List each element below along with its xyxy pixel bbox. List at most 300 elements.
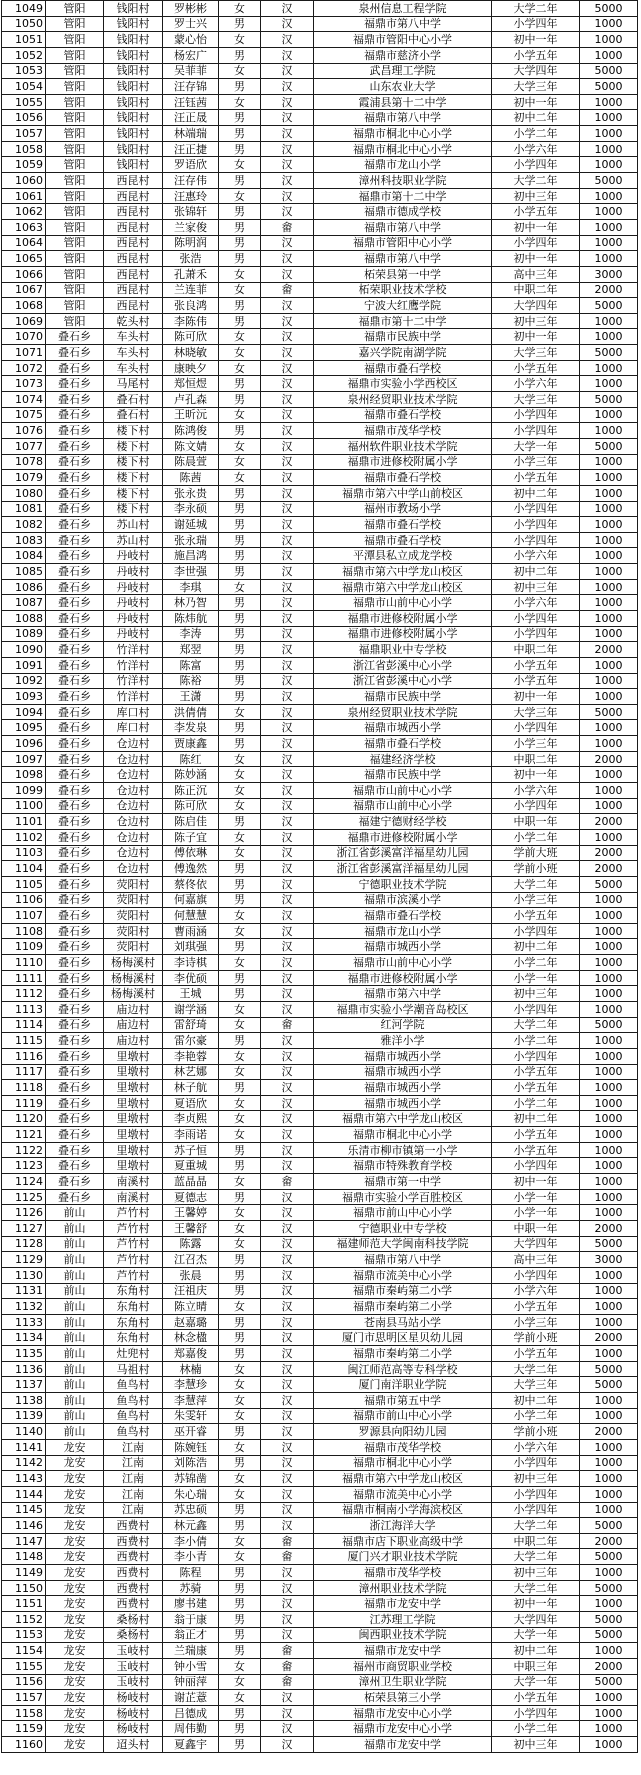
cell-ethnicity: 汉	[261, 736, 314, 752]
cell-grade: 小学四年	[492, 1048, 580, 1064]
cell-village: 西昆村	[104, 282, 163, 298]
table-row	[2, 673, 638, 689]
cell-grade: 大学三年	[492, 79, 580, 95]
cell-gender: 女	[219, 845, 261, 861]
cell-grade: 小学四年	[492, 720, 580, 736]
cell-amount: 5000	[580, 1361, 638, 1377]
cell-id: 1121	[2, 1127, 46, 1143]
cell-school: 福鼎市龙山小学	[314, 923, 492, 939]
cell-school: 福鼎市民族中学	[314, 767, 492, 783]
cell-gender: 女	[219, 1127, 261, 1143]
cell-gender: 女	[219, 1205, 261, 1221]
cell-grade: 初中二年	[492, 485, 580, 501]
cell-amount: 1000	[580, 610, 638, 626]
cell-ethnicity: 汉	[261, 438, 314, 454]
cell-village: 库口村	[104, 720, 163, 736]
table-row	[2, 235, 638, 251]
cell-amount: 2000	[580, 1658, 638, 1674]
table-row	[2, 642, 638, 658]
cell-id: 1124	[2, 1174, 46, 1190]
cell-gender: 男	[219, 892, 261, 908]
cell-village: 仓边村	[104, 845, 163, 861]
cell-id: 1073	[2, 376, 46, 392]
cell-name: 苏锦凿	[163, 1471, 219, 1487]
cell-ethnicity: 汉	[261, 188, 314, 204]
cell-township: 叠石乡	[46, 798, 104, 814]
cell-school: 嘉兴学院南湖学院	[314, 345, 492, 361]
cell-amount: 5000	[580, 1017, 638, 1033]
cell-amount: 5000	[580, 704, 638, 720]
cell-id: 1081	[2, 501, 46, 517]
cell-school: 福鼎市城西小学	[314, 1095, 492, 1111]
cell-grade: 高中三年	[492, 266, 580, 282]
cell-school: 福鼎市管阳中心小学	[314, 32, 492, 48]
table-row	[2, 1705, 638, 1721]
cell-amount: 1000	[580, 1314, 638, 1330]
cell-school: 泉州经贸职业技术学院	[314, 392, 492, 408]
cell-name: 杨宏广	[163, 47, 219, 63]
cell-gender: 男	[219, 501, 261, 517]
cell-village: 庙边村	[104, 1033, 163, 1049]
cell-amount: 1000	[580, 1439, 638, 1455]
cell-amount: 2000	[580, 814, 638, 830]
cell-gender: 男	[219, 485, 261, 501]
cell-village: 东角村	[104, 1299, 163, 1315]
cell-name: 蒙心怡	[163, 32, 219, 48]
cell-id: 1127	[2, 1220, 46, 1236]
cell-township: 前山	[46, 1267, 104, 1283]
cell-gender: 女	[219, 1361, 261, 1377]
cell-school: 山东农业大学	[314, 79, 492, 95]
table-row	[2, 1455, 638, 1471]
cell-name: 李艳蓉	[163, 1048, 219, 1064]
cell-name: 陈晨萱	[163, 454, 219, 470]
cell-name: 林楠	[163, 1361, 219, 1377]
cell-village: 西昆村	[104, 235, 163, 251]
cell-gender: 女	[219, 1439, 261, 1455]
table-row	[2, 876, 638, 892]
cell-school: 福鼎职业中专学校	[314, 642, 492, 658]
cell-ethnicity: 汉	[261, 1518, 314, 1534]
cell-id: 1155	[2, 1658, 46, 1674]
cell-ethnicity: 汉	[261, 673, 314, 689]
cell-ethnicity: 汉	[261, 1502, 314, 1518]
cell-village: 荧阳村	[104, 876, 163, 892]
cell-township: 叠石乡	[46, 673, 104, 689]
table-row	[2, 892, 638, 908]
cell-name: 孔萧禾	[163, 266, 219, 282]
cell-ethnicity: 汉	[261, 1127, 314, 1143]
cell-township: 叠石乡	[46, 485, 104, 501]
table-row	[2, 126, 638, 142]
cell-ethnicity: 汉	[261, 1424, 314, 1440]
cell-name: 林晓敏	[163, 345, 219, 361]
cell-school: 浙江省彭溪富洋福星幼儿园	[314, 861, 492, 877]
cell-township: 叠石乡	[46, 595, 104, 611]
cell-ethnicity: 汉	[261, 908, 314, 924]
cell-school: 福鼎市秦屿第二小学	[314, 1299, 492, 1315]
cell-name: 陈明润	[163, 235, 219, 251]
cell-name: 谢学涵	[163, 1002, 219, 1018]
cell-id: 1129	[2, 1252, 46, 1268]
cell-school: 福鼎市第八中学	[314, 219, 492, 235]
cell-grade: 小学五年	[492, 1346, 580, 1362]
cell-township: 龙安	[46, 1721, 104, 1737]
cell-township: 叠石乡	[46, 1189, 104, 1205]
cell-village: 里墩村	[104, 1158, 163, 1174]
cell-ethnicity: 汉	[261, 1236, 314, 1252]
cell-township: 叠石乡	[46, 720, 104, 736]
table-row	[2, 188, 638, 204]
cell-name: 张永贵	[163, 485, 219, 501]
cell-township: 管阳	[46, 1, 104, 17]
cell-name: 汪正捷	[163, 141, 219, 157]
cell-village: 楼下村	[104, 485, 163, 501]
cell-ethnicity: 汉	[261, 1377, 314, 1393]
cell-village: 荧阳村	[104, 939, 163, 955]
cell-township: 叠石乡	[46, 1158, 104, 1174]
cell-gender: 女	[219, 1377, 261, 1393]
cell-amount: 5000	[580, 298, 638, 314]
cell-school: 浙江省彭溪富洋福星幼儿园	[314, 845, 492, 861]
cell-grade: 小学二年	[492, 1721, 580, 1737]
cell-name: 张晨	[163, 1267, 219, 1283]
cell-grade: 小学五年	[492, 1080, 580, 1096]
cell-id: 1083	[2, 532, 46, 548]
cell-ethnicity: 汉	[261, 689, 314, 705]
cell-township: 叠石乡	[46, 751, 104, 767]
cell-id: 1135	[2, 1346, 46, 1362]
cell-gender: 男	[219, 298, 261, 314]
cell-amount: 1000	[580, 908, 638, 924]
table-row	[2, 767, 638, 783]
cell-village: 钱阳村	[104, 16, 163, 32]
cell-amount: 1000	[580, 939, 638, 955]
cell-township: 叠石乡	[46, 689, 104, 705]
cell-id: 1139	[2, 1408, 46, 1424]
cell-township: 管阳	[46, 63, 104, 79]
cell-grade: 大学四年	[492, 1611, 580, 1627]
cell-gender: 男	[219, 313, 261, 329]
table-row	[2, 438, 638, 454]
cell-school: 福鼎市第六中学龙山校区	[314, 1471, 492, 1487]
cell-township: 叠石乡	[46, 657, 104, 673]
cell-amount: 5000	[580, 392, 638, 408]
cell-grade: 学前小班	[492, 1330, 580, 1346]
cell-name: 汪惠玲	[163, 188, 219, 204]
cell-township: 龙安	[46, 1565, 104, 1581]
cell-gender: 女	[219, 1658, 261, 1674]
cell-amount: 1000	[580, 1189, 638, 1205]
table-row	[2, 454, 638, 470]
table-row	[2, 251, 638, 267]
cell-amount: 1000	[580, 1064, 638, 1080]
cell-township: 管阳	[46, 313, 104, 329]
cell-ethnicity: 汉	[261, 470, 314, 486]
cell-gender: 男	[219, 1455, 261, 1471]
cell-school: 福鼎市第八中学	[314, 110, 492, 126]
cell-ethnicity: 汉	[261, 798, 314, 814]
cell-school: 福建师范大学闽南科技学院	[314, 1236, 492, 1252]
cell-township: 叠石乡	[46, 329, 104, 345]
cell-amount: 2000	[580, 751, 638, 767]
table-row	[2, 829, 638, 845]
cell-name: 王馨舒	[163, 1220, 219, 1236]
cell-grade: 小学五年	[492, 204, 580, 220]
cell-name: 陈妙涵	[163, 767, 219, 783]
cell-township: 龙安	[46, 1518, 104, 1534]
cell-ethnicity: 汉	[261, 63, 314, 79]
cell-amount: 2000	[580, 845, 638, 861]
cell-id: 1099	[2, 783, 46, 799]
cell-id: 1087	[2, 595, 46, 611]
cell-grade: 小学四年	[492, 798, 580, 814]
cell-school: 福鼎市桐北中心小学	[314, 126, 492, 142]
cell-school: 福鼎市城西小学	[314, 1048, 492, 1064]
cell-village: 仓边村	[104, 736, 163, 752]
cell-name: 李贞熙	[163, 1111, 219, 1127]
cell-name: 张浩	[163, 251, 219, 267]
table-row	[2, 1299, 638, 1315]
table-row	[2, 1690, 638, 1706]
cell-name: 陈程	[163, 1565, 219, 1581]
cell-grade: 小学四年	[492, 1267, 580, 1283]
cell-name: 兰瑞康	[163, 1643, 219, 1659]
cell-grade: 小学六年	[492, 376, 580, 392]
cell-name: 李小青	[163, 1549, 219, 1565]
cell-amount: 5000	[580, 1611, 638, 1627]
cell-school: 厦门兴才职业技术学院	[314, 1549, 492, 1565]
cell-school: 福鼎市桐北中心小学	[314, 1455, 492, 1471]
cell-gender: 女	[219, 63, 261, 79]
table-row	[2, 1174, 638, 1190]
cell-gender: 男	[219, 1502, 261, 1518]
cell-school: 福鼎市进修校附属小学	[314, 610, 492, 626]
table-row	[2, 1095, 638, 1111]
cell-township: 前山	[46, 1252, 104, 1268]
cell-id: 1131	[2, 1283, 46, 1299]
cell-amount: 5000	[580, 1377, 638, 1393]
cell-ethnicity: 畲	[261, 1674, 314, 1690]
cell-amount: 1000	[580, 517, 638, 533]
cell-amount: 2000	[580, 1330, 638, 1346]
cell-grade: 小学五年	[492, 470, 580, 486]
cell-village: 庙边村	[104, 1017, 163, 1033]
cell-amount: 1000	[580, 955, 638, 971]
cell-school: 福鼎市第十二中学	[314, 313, 492, 329]
cell-id: 1054	[2, 79, 46, 95]
cell-gender: 男	[219, 204, 261, 220]
cell-township: 前山	[46, 1299, 104, 1315]
table-row	[2, 298, 638, 314]
cell-grade: 小学五年	[492, 47, 580, 63]
cell-gender: 女	[219, 345, 261, 361]
cell-township: 叠石乡	[46, 392, 104, 408]
cell-school: 福鼎市秦屿第二小学	[314, 1346, 492, 1362]
cell-id: 1056	[2, 110, 46, 126]
cell-ethnicity: 汉	[261, 1142, 314, 1158]
cell-amount: 1000	[580, 1565, 638, 1581]
cell-grade: 初中三年	[492, 188, 580, 204]
cell-gender: 女	[219, 1408, 261, 1424]
cell-gender: 男	[219, 251, 261, 267]
cell-amount: 1000	[580, 829, 638, 845]
cell-school: 乐清市柳市镇第一小学	[314, 1142, 492, 1158]
cell-township: 叠石乡	[46, 1111, 104, 1127]
cell-name: 张永瑞	[163, 532, 219, 548]
cell-id: 1098	[2, 767, 46, 783]
table-row	[2, 1658, 638, 1674]
cell-township: 叠石乡	[46, 814, 104, 830]
cell-village: 马祖村	[104, 1361, 163, 1377]
table-row	[2, 1, 638, 17]
cell-amount: 1000	[580, 720, 638, 736]
cell-amount: 1000	[580, 376, 638, 392]
cell-ethnicity: 汉	[261, 1095, 314, 1111]
cell-township: 龙安	[46, 1611, 104, 1627]
cell-id: 1101	[2, 814, 46, 830]
table-row	[2, 157, 638, 173]
cell-village: 苏山村	[104, 532, 163, 548]
cell-gender: 女	[219, 470, 261, 486]
cell-amount: 1000	[580, 767, 638, 783]
cell-gender: 女	[219, 1549, 261, 1565]
cell-village: 仓边村	[104, 767, 163, 783]
table-row	[2, 1283, 638, 1299]
cell-village: 丹岐村	[104, 564, 163, 580]
cell-amount: 5000	[580, 1236, 638, 1252]
cell-id: 1123	[2, 1158, 46, 1174]
cell-gender: 女	[219, 1236, 261, 1252]
table-row	[2, 1611, 638, 1627]
cell-id: 1153	[2, 1627, 46, 1643]
cell-township: 龙安	[46, 1643, 104, 1659]
table-row	[2, 501, 638, 517]
cell-township: 龙安	[46, 1580, 104, 1596]
cell-amount: 1000	[580, 110, 638, 126]
cell-gender: 男	[219, 595, 261, 611]
cell-gender: 男	[219, 861, 261, 877]
cell-name: 施昌鸿	[163, 548, 219, 564]
cell-grade: 小学四年	[492, 1455, 580, 1471]
cell-id: 1125	[2, 1189, 46, 1205]
table-row	[2, 32, 638, 48]
cell-name: 林子航	[163, 1080, 219, 1096]
cell-gender: 男	[219, 1424, 261, 1440]
cell-gender: 男	[219, 532, 261, 548]
cell-amount: 1000	[580, 1721, 638, 1737]
cell-id: 1059	[2, 157, 46, 173]
cell-village: 乾头村	[104, 313, 163, 329]
cell-gender: 女	[219, 1111, 261, 1127]
cell-amount: 1000	[580, 204, 638, 220]
cell-village: 楼下村	[104, 438, 163, 454]
cell-name: 傅逸然	[163, 861, 219, 877]
cell-gender: 男	[219, 1643, 261, 1659]
cell-village: 荧阳村	[104, 892, 163, 908]
cell-name: 李慧珍	[163, 1377, 219, 1393]
cell-id: 1078	[2, 454, 46, 470]
cell-name: 谢芷薏	[163, 1690, 219, 1706]
cell-ethnicity: 汉	[261, 1737, 314, 1753]
cell-school: 漳州卫生职业学院	[314, 1674, 492, 1690]
cell-village: 西昆村	[104, 188, 163, 204]
cell-gender: 女	[219, 1393, 261, 1409]
cell-school: 福鼎市城西小学	[314, 720, 492, 736]
cell-grade: 小学二年	[492, 1033, 580, 1049]
table-row	[2, 751, 638, 767]
table-row	[2, 1737, 638, 1753]
cell-id: 1113	[2, 1002, 46, 1018]
cell-school: 浙江省彭溪中心小学	[314, 657, 492, 673]
table-row	[2, 861, 638, 877]
cell-gender: 女	[219, 407, 261, 423]
cell-school: 福鼎市民族中学	[314, 689, 492, 705]
cell-school: 福鼎市第十二中学	[314, 188, 492, 204]
cell-name: 夏德志	[163, 1189, 219, 1205]
cell-gender: 女	[219, 1299, 261, 1315]
cell-grade: 小学五年	[492, 1064, 580, 1080]
cell-amount: 2000	[580, 282, 638, 298]
cell-amount: 1000	[580, 188, 638, 204]
cell-grade: 学前大班	[492, 845, 580, 861]
cell-school: 福鼎市龙安中学	[314, 1596, 492, 1612]
table-row	[2, 282, 638, 298]
cell-school: 福鼎市第六中学龙山校区	[314, 579, 492, 595]
cell-township: 管阳	[46, 32, 104, 48]
cell-village: 杨梅溪村	[104, 970, 163, 986]
cell-grade: 初中三年	[492, 986, 580, 1002]
cell-village: 丹岐村	[104, 626, 163, 642]
cell-village: 杨梅溪村	[104, 986, 163, 1002]
cell-township: 管阳	[46, 126, 104, 142]
cell-id: 1148	[2, 1549, 46, 1565]
cell-village: 里墩村	[104, 1095, 163, 1111]
cell-name: 廖书建	[163, 1596, 219, 1612]
cell-township: 龙安	[46, 1533, 104, 1549]
table-row	[2, 1377, 638, 1393]
cell-id: 1058	[2, 141, 46, 157]
cell-id: 1091	[2, 657, 46, 673]
cell-village: 车头村	[104, 360, 163, 376]
cell-grade: 小学四年	[492, 923, 580, 939]
cell-gender: 男	[219, 626, 261, 642]
cell-amount: 5000	[580, 345, 638, 361]
cell-name: 兰连菲	[163, 282, 219, 298]
table-row	[2, 939, 638, 955]
cell-amount: 5000	[580, 173, 638, 189]
cell-ethnicity: 汉	[261, 79, 314, 95]
cell-township: 叠石乡	[46, 829, 104, 845]
cell-amount: 1000	[580, 47, 638, 63]
cell-township: 管阳	[46, 94, 104, 110]
cell-grade: 小学四年	[492, 235, 580, 251]
cell-township: 叠石乡	[46, 1080, 104, 1096]
cell-ethnicity: 汉	[261, 407, 314, 423]
cell-grade: 小学五年	[492, 360, 580, 376]
cell-gender: 男	[219, 1627, 261, 1643]
cell-amount: 2000	[580, 1533, 638, 1549]
table-row	[2, 1424, 638, 1440]
cell-ethnicity: 汉	[261, 845, 314, 861]
cell-township: 叠石乡	[46, 767, 104, 783]
cell-township: 叠石乡	[46, 1127, 104, 1143]
cell-ethnicity: 汉	[261, 1705, 314, 1721]
cell-name: 朱雯轩	[163, 1408, 219, 1424]
cell-ethnicity: 汉	[261, 814, 314, 830]
cell-school: 宁德职业技术学院	[314, 876, 492, 892]
cell-village: 鱼鸟村	[104, 1393, 163, 1409]
